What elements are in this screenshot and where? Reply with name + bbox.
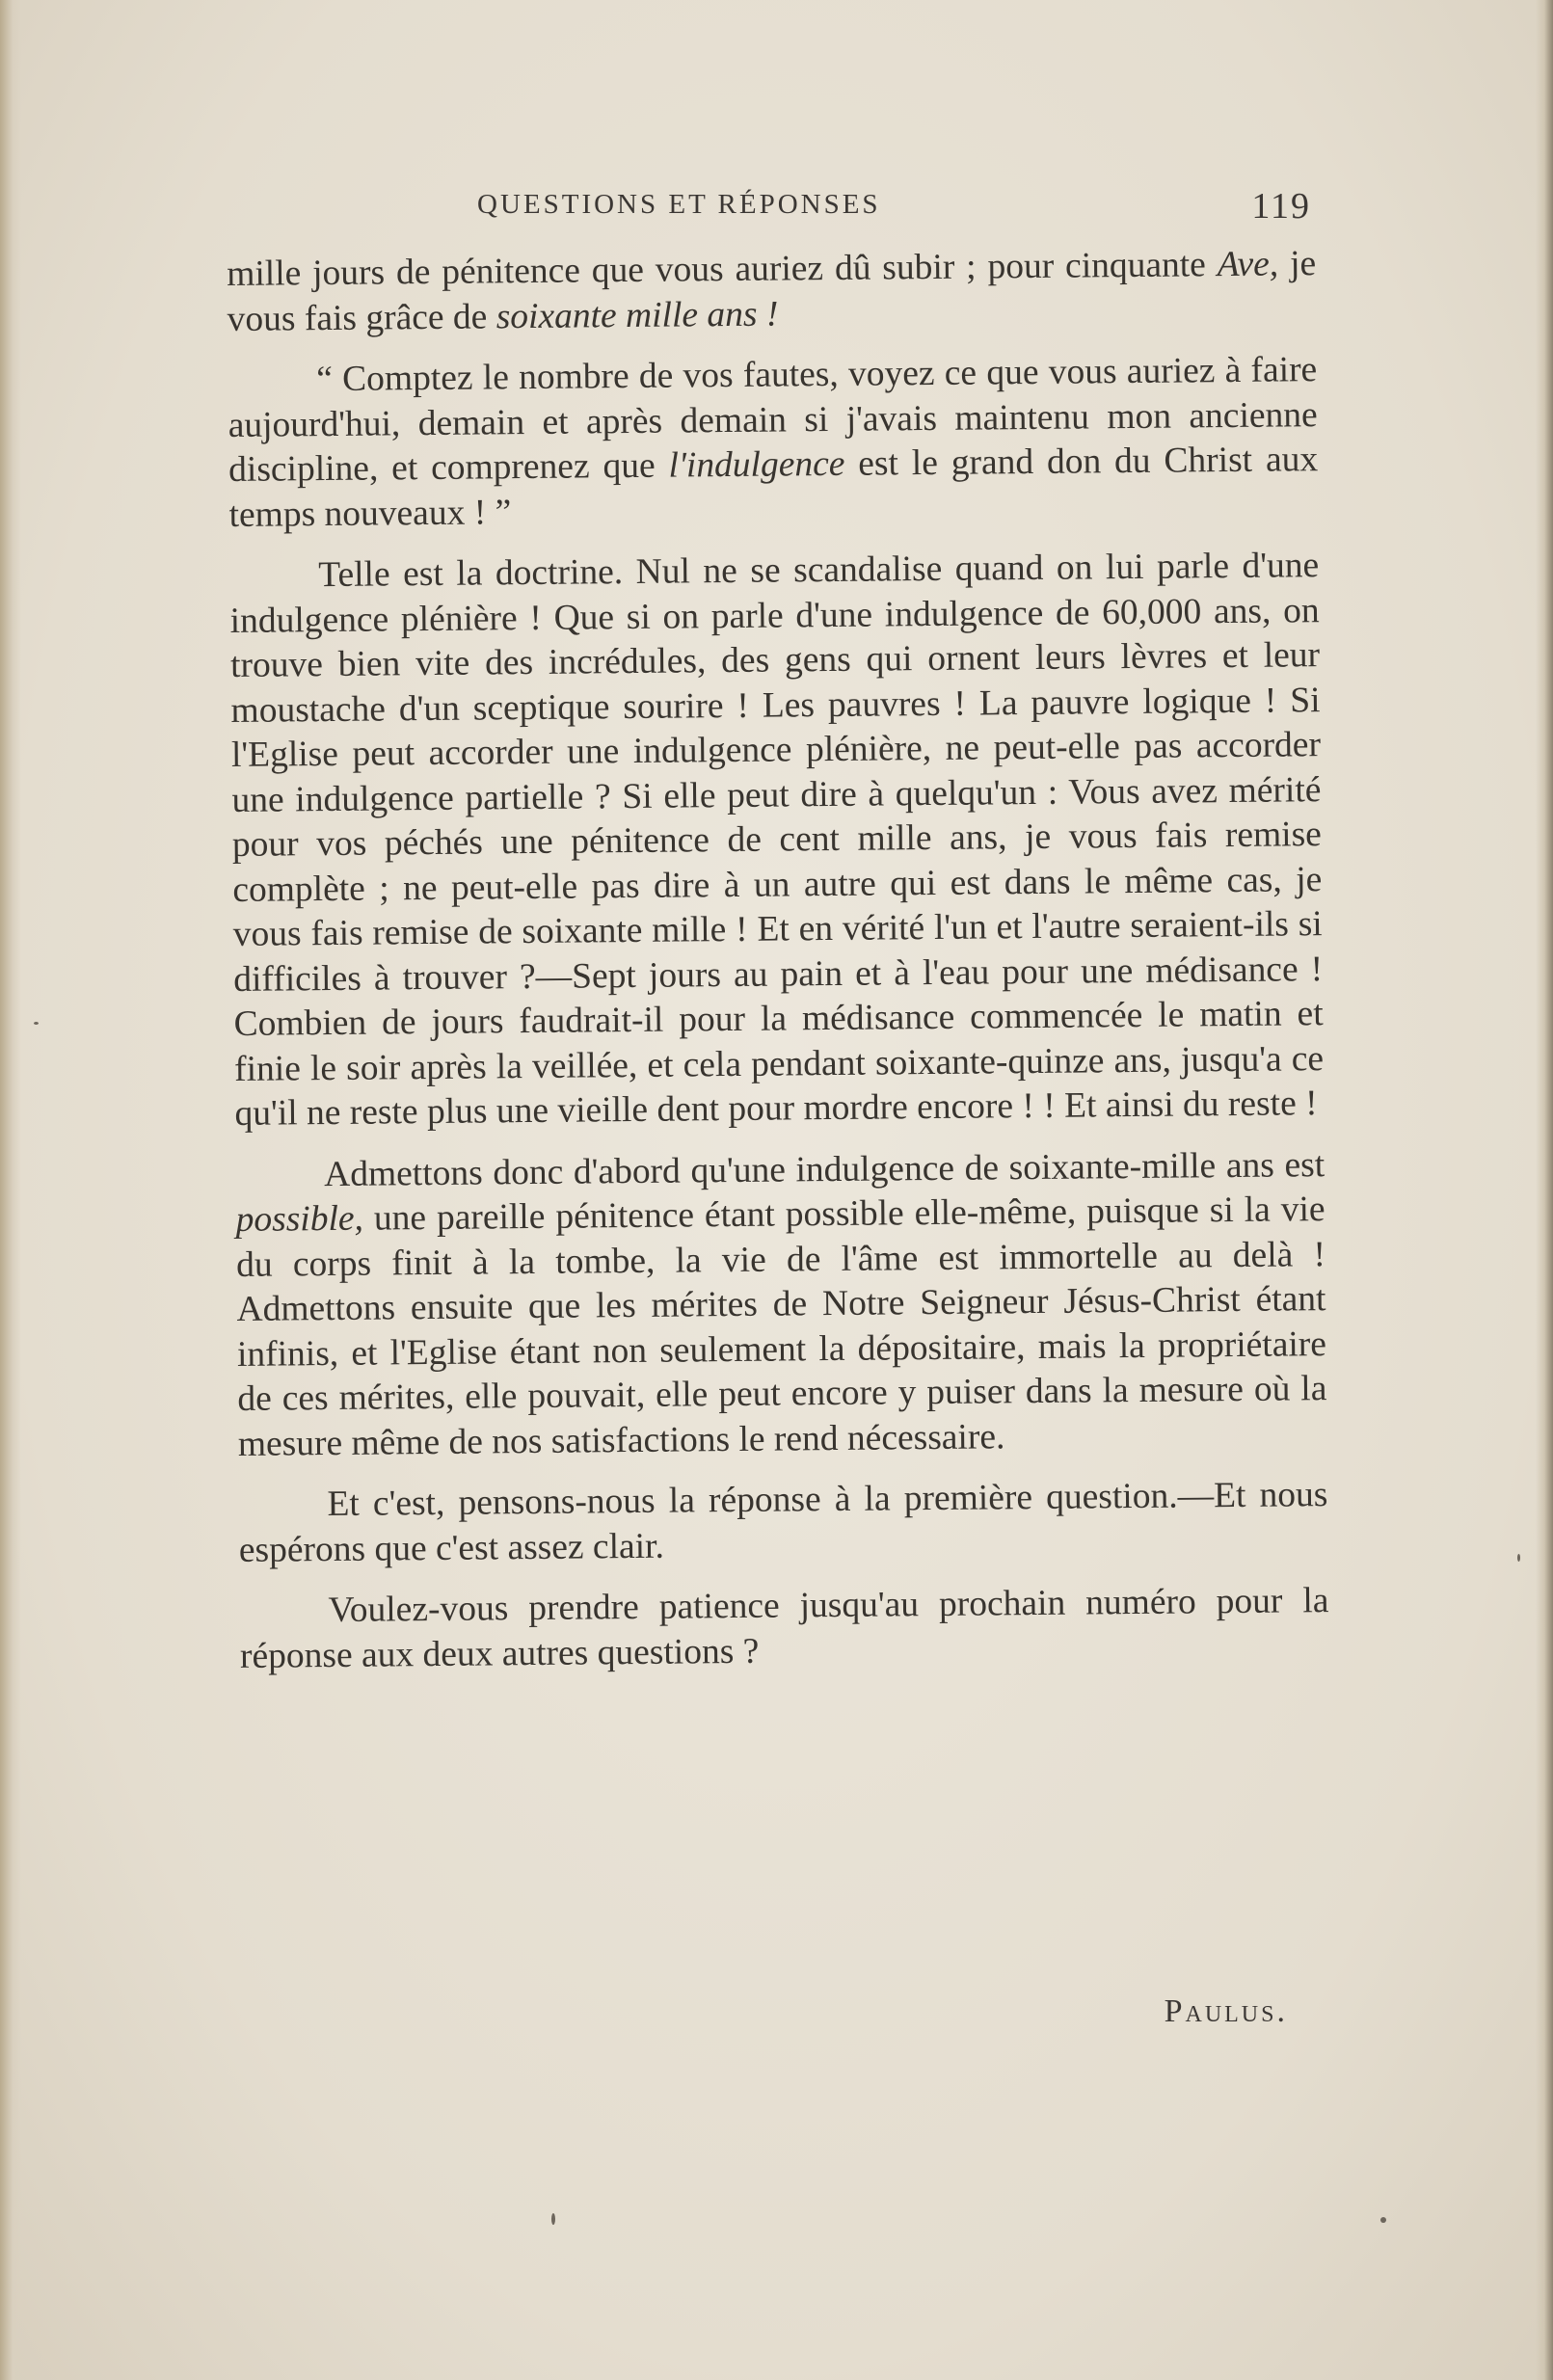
paragraph bbox=[238, 1473, 1328, 1573]
text-run: je vous fais grâce de bbox=[227, 244, 1317, 339]
text-run: Telle est la doctrine. Nul ne se scandalise quand on lui parle d'une indulgence plénière ! Que si on parle d'une indulgence de 60,000 ans, on trouve bien vite des incrédules, des gens qui ornent leurs lèvres et leur moustache d'un sceptique sourire ! Les pauvres ! La pauvre logique ! Si l'Eglise peut accorder une indulgence plénière, ne peut-elle pas accorder une indulgence partielle ? Si elle peut dire à quelqu'un : Vous avez mérité pour vos péchés une pénitence de cent mille ans, je vous fais remise complète ; ne peut-elle pas dire à un autre qui est dans le même cas, je vous fais remise de soixante mille ! Et en vérité l'un et l'autre seraient-ils si difficiles à trouver ?—Sept jours au pain et à l'eau pour une médisance ! Combien de jours faudrait-il pour la médisance commencée le matin et finie le soir après la veillée, et cela pendant soixante-quinze ans, jusqu'a ce qu'il ne reste plus une vieille dent pour mordre encore ! ! Et ainsi du reste ! bbox=[229, 546, 1325, 1134]
page-number: 119 bbox=[1251, 186, 1311, 227]
paper-speck bbox=[1517, 1554, 1520, 1562]
running-title: QUESTIONS ET RÉPONSES bbox=[477, 189, 881, 220]
paragraph bbox=[228, 348, 1319, 538]
page-right-edge bbox=[1536, 0, 1553, 2380]
text-run: Admettons donc d'abord qu'une indulgence de soixante-mille ans est bbox=[323, 1144, 1325, 1194]
italic-text: Ave, bbox=[1217, 244, 1279, 285]
italic-text: l'indulgence bbox=[668, 443, 845, 486]
page-left-edge bbox=[0, 0, 21, 2380]
text-run: une pareille pénitence étant possible elle-même, puisque si la vie du corps finit à la tombe, la vie de l'âme est immortelle au delà ! Admettons ensuite que les mérites de Notre Seigneur Jésus-Christ étant infinis, et l'Eglise étant non seulement la dépositaire, mais la propriétaire de ces mérites, elle pouvait, elle peut encore y puiser dans la mesure où la mesure même de nos satisfactions le rend nécessaire. bbox=[235, 1190, 1327, 1464]
text-run: mille jours de pénitence que vous auriez dû subir ; pour cinquante bbox=[227, 245, 1218, 294]
italic-text: soixante mille ans ! bbox=[495, 294, 779, 336]
body-text bbox=[227, 242, 1329, 1696]
paragraph bbox=[239, 1579, 1329, 1679]
italic-text: possible, bbox=[235, 1198, 364, 1240]
text-run: est le grand don du Christ aux temps nouveaux ! ” bbox=[228, 440, 1319, 535]
paper-speck bbox=[1380, 2217, 1386, 2223]
paper-speck bbox=[34, 1022, 39, 1025]
text-run: Voulez-vous prendre patience jusqu'au prochain numéro pour la réponse aux deux autres questions ? bbox=[239, 1581, 1329, 1676]
text-run: “ Comptez le nombre de vos fautes, voyez ce que vous auriez à faire aujourd'hui, demain et après demain si j'avais maintenu mon ancienne discipline, et comprenez que bbox=[228, 350, 1318, 490]
text-run: Et c'est, pensons-nous la réponse à la première question.—Et nous espérons que c'est assez clair. bbox=[238, 1475, 1328, 1570]
paragraph bbox=[227, 242, 1317, 342]
paper-speck bbox=[551, 2213, 555, 2225]
author-signature: Paulus. bbox=[1164, 1993, 1288, 2029]
paragraph bbox=[235, 1143, 1327, 1467]
paragraph bbox=[229, 544, 1325, 1137]
page-header bbox=[227, 185, 1311, 233]
